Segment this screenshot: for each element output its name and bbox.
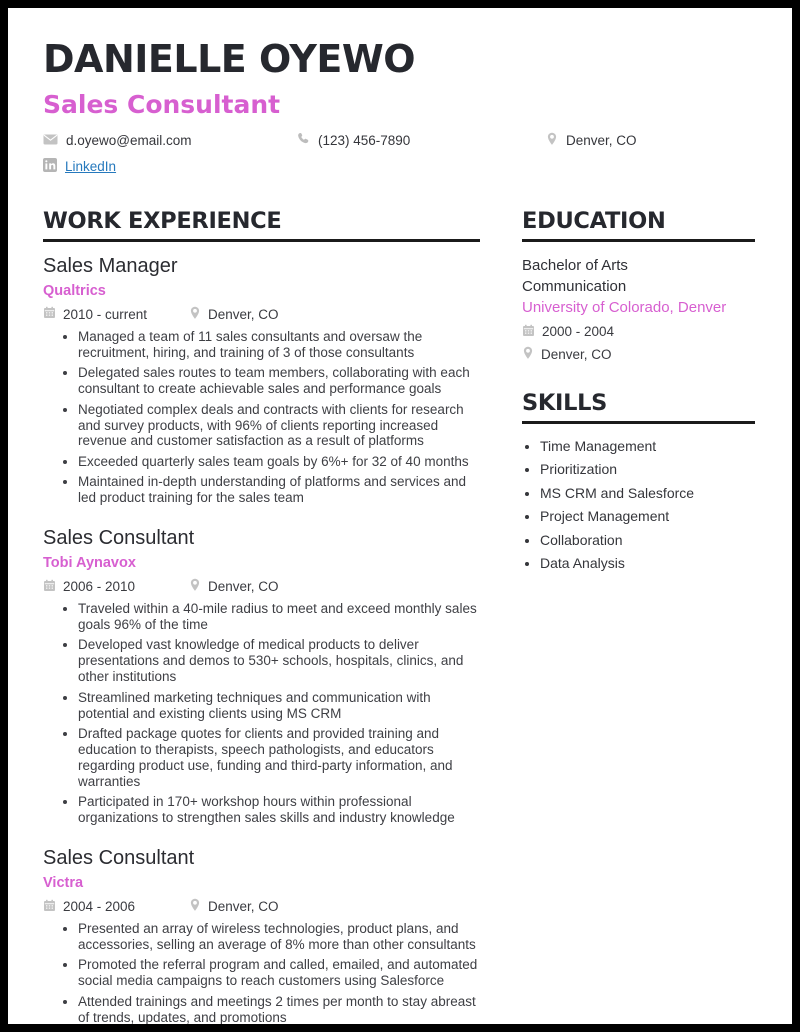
job-location: [189, 898, 279, 915]
job-title: Sales Consultant: [43, 847, 195, 870]
job-meta: [43, 306, 480, 323]
work-experience-heading: WORK EXPERIENCE: [43, 208, 480, 242]
linkedin-link[interactable]: LinkedIn: [65, 158, 117, 174]
bullet-item: • Promoted the referral program and called, emailed, and automated social media campaigns to reach customers using Salesforce: [78, 957, 480, 989]
education-heading: EDUCATION: [522, 208, 755, 242]
job-entry: [43, 527, 480, 826]
education-location-text: Denver, CO: [541, 346, 612, 362]
skill-item: • Project Management: [540, 507, 755, 525]
job-entry: [43, 847, 480, 1024]
bullet-item: • Drafted package quotes for clients and provided training and education to therapists, speech pathologists, and educators regarding product use, funding and third-party information, and warranties: [78, 726, 480, 790]
bullet-item: • Traveled within a 40-mile radius to meet and exceed monthly sales goals 96% of the time: [78, 601, 480, 633]
work-experience-section: [43, 208, 480, 1024]
calendar-icon: [43, 306, 56, 322]
company-name: Qualtrics: [43, 282, 106, 299]
job-dates: [43, 306, 189, 322]
bullet-item: • Negotiated complex deals and contracts with clients for research and survey products, with 96% of clients reporting increased revenue and customer satisfaction as a result of platforms: [78, 402, 480, 450]
bullet-item: • Attended trainings and meetings 2 times per month to stay abreast of trends, updates, and promotions: [78, 994, 480, 1024]
bullet-item: • Developed vast knowledge of medical products to deliver presentations and demos to 530+ schools, hospitals, clinics, and other institutions: [78, 637, 480, 685]
contact-row-linkedin: [43, 158, 755, 175]
job-location-text: Denver, CO: [208, 306, 279, 322]
education-degree: Bachelor of Arts: [522, 256, 628, 274]
resume-page: [8, 8, 792, 1024]
skill-item: • Prioritization: [540, 460, 755, 478]
bullet-item: • Presented an array of wireless technologies, product plans, and accessories, selling an average of 8% more than other consultants: [78, 921, 480, 953]
education-dates: [522, 324, 755, 340]
job-title: Sales Manager: [43, 254, 178, 277]
right-column: [522, 208, 755, 1024]
education-section: [522, 208, 755, 363]
contact-row: [43, 132, 755, 149]
job-location-text: Denver, CO: [208, 899, 279, 915]
education-school: University of Colorado, Denver: [522, 298, 727, 316]
job-dates-text: 2004 - 2006: [63, 899, 136, 915]
job-bullet-list: [43, 329, 480, 506]
job-title: Sales Consultant: [43, 527, 195, 550]
location-pin-icon: [546, 132, 558, 149]
skill-item: • Data Analysis: [540, 554, 755, 572]
location-pin-icon: [189, 898, 201, 915]
contact-email: [43, 133, 297, 148]
phone-icon: [297, 132, 310, 148]
location-pin-icon: [189, 306, 201, 323]
location-pin-icon: [522, 346, 534, 363]
calendar-icon: [43, 579, 56, 595]
bullet-item: • Streamlined marketing techniques and communication with potential and existing clients using MS CRM: [78, 690, 480, 722]
job-entry: [43, 255, 480, 506]
location-pin-icon: [189, 578, 201, 595]
job-location: [189, 306, 279, 323]
bullet-item: • Exceeded quarterly sales team goals by 6%+ for 32 of 40 months: [78, 454, 480, 470]
skill-item: • Collaboration: [540, 531, 755, 549]
bullet-item: • Managed a team of 11 sales consultants and oversaw the recruitment, hiring, and training of 3 of those consultants: [78, 329, 480, 361]
bullet-item: • Maintained in-depth understanding of platforms and services and led product training for the sales team: [78, 474, 480, 506]
job-dates-text: 2010 - current: [63, 306, 148, 322]
linkedin-icon: [43, 158, 57, 175]
contact-location: [546, 132, 637, 149]
education-dates-text: 2000 - 2004: [542, 324, 615, 340]
calendar-icon: [522, 324, 535, 340]
skill-item: • MS CRM and Salesforce: [540, 484, 755, 502]
education-field: Communication: [522, 277, 627, 295]
contact-phone: [297, 132, 546, 148]
job-dates: [43, 579, 189, 595]
contact-linkedin: [43, 158, 116, 175]
education-location: [522, 346, 755, 363]
job-location-text: Denver, CO: [208, 579, 279, 595]
email-text: d.oyewo@email.com: [66, 132, 192, 148]
envelope-icon: [43, 133, 58, 148]
job-bullet-list: [43, 601, 480, 826]
header: [43, 37, 755, 175]
job-bullet-list: [43, 921, 480, 1024]
person-job-title: Sales Consultant: [43, 89, 281, 119]
job-meta: [43, 898, 480, 915]
phone-text: (123) 456-7890: [318, 132, 411, 148]
content-columns: [43, 208, 755, 1024]
skill-item: • Time Management: [540, 437, 755, 455]
company-name: Tobi Aynavox: [43, 555, 136, 572]
job-dates: [43, 899, 189, 915]
skills-heading: SKILLS: [522, 390, 755, 424]
person-name: DANIELLE OYEWO: [43, 37, 416, 81]
left-column: [43, 208, 480, 1024]
job-location: [189, 578, 279, 595]
company-name: Victra: [43, 875, 84, 892]
job-meta: [43, 578, 480, 595]
skills-list: [522, 437, 755, 573]
location-text: Denver, CO: [566, 132, 637, 148]
calendar-icon: [43, 899, 56, 915]
skills-section: [522, 390, 755, 573]
job-dates-text: 2006 - 2010: [63, 579, 136, 595]
bullet-item: • Delegated sales routes to team members, collaborating with each consultant to create achievable sales and performance goals: [78, 365, 480, 397]
bullet-item: • Participated in 170+ workshop hours within professional organizations to strengthen sales skills and industry knowledge: [78, 794, 480, 826]
